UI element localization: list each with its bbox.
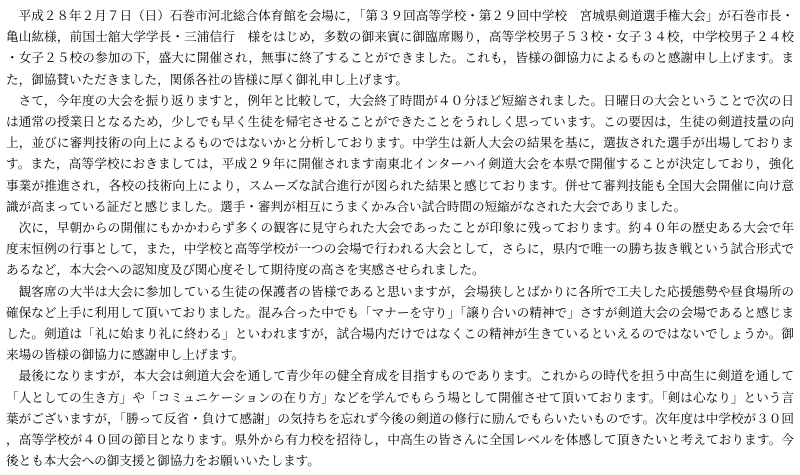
paragraph-opening: 平成２８年２月７日（日）石巻市河北総合体育館を会場に，「第３９回高等学校・第２９回中学校 宮城県剣道選手権大会」が石巻市長・亀山紘様，前国士舘大学学長・三浦信行 様をはじめ，多数の御来賓に御臨席賜り，高等学校男子５３校・女子３４校，中学校男子２４校・女子２５校の参加の下，盛大に開催され，無事に終了することができました。これも，皆様の御協力によるものと感謝申し上げます。また，御協賛いただきました，関係各社の皆様に厚く御礼申し上げます。: [6, 8, 794, 87]
paragraph-review: さて，今年度の大会を振り返りますと，例年と比較して，大会終了時間が４０分ほど短縮されました。日曜日の大会ということで次の日は通常の授業日となるため，少しでも早く生徒を帰宅させることができたことをうれしく思っています。この要因は，生徒の剣道技量の向上，並びに審判技術の向上によるものではないかと分析しております。中学生は新人大会の結果を基に，選抜された選手が出場しております。また，高等学校におきましては，平成２９年に開催されます南東北インターハイ剣道大会を本県で開催することが決定しており，強化事業が推進され，各校の技術向上により，スムーズな試合進行が図られた結果と感じております。併せて審判技能も全国大会開催に向け意識が高まっている証だと感じました。選手・審判が相互にうまくかみ合い試合時間の短縮がなされた大会でありました。: [6, 92, 794, 214]
paragraph-spectators: 次に，早朝からの開催にもかかわらず多くの観客に見守られた大会であったことが印象に残っております。約４０年の歴史ある大会で年度末恒例の行事として，また，中学校と高等学校が一つの会場で行われる大会として，さらに，県内で唯一の勝ち抜き戦という試合形式であるなど，本大会への認知度及び関心度そして期待度の高さを実感させられました。: [6, 220, 794, 278]
paragraph-guardians: 観客席の大半は大会に参加している生徒の保護者の皆様であると思いますが，会場狭しとばかりに各所で工夫した応援態勢や昼食場所の確保など上手に利用して頂いておりました。混み合った中でも「マナーを守り」「譲り合いの精神で」さすが剣道大会の会場であると感じました。剣道は「礼に始まり礼に終わる」といわれますが，試合場内だけではなくこの精神が生きているといえるのではないでしょうか。御来場の皆様の御協力に感謝申し上げます。: [6, 283, 794, 363]
paragraph-closing: 最後になりますが，本大会は剣道大会を通して青少年の健全育成を目指すものであります。これからの時代を担う中高生に剣道を通して「人としての生き方」や「コミュニケーションの在り方」などを学んでもらう場として開催させて頂いております。「剣は心なり」という言葉がございますが，「勝って反省・負けて感謝」の気持ちを忘れず今後の剣道の修行に励んでもらいたいものです。次年度は中学校が３０回，高等学校が４０回の節目となります。県外から有力校を招待し，中高生の皆さんに全国レベルを体感して頂きたいと考えております。今後とも本大会への御支援と御協力をお願いいたします。: [6, 368, 794, 469]
